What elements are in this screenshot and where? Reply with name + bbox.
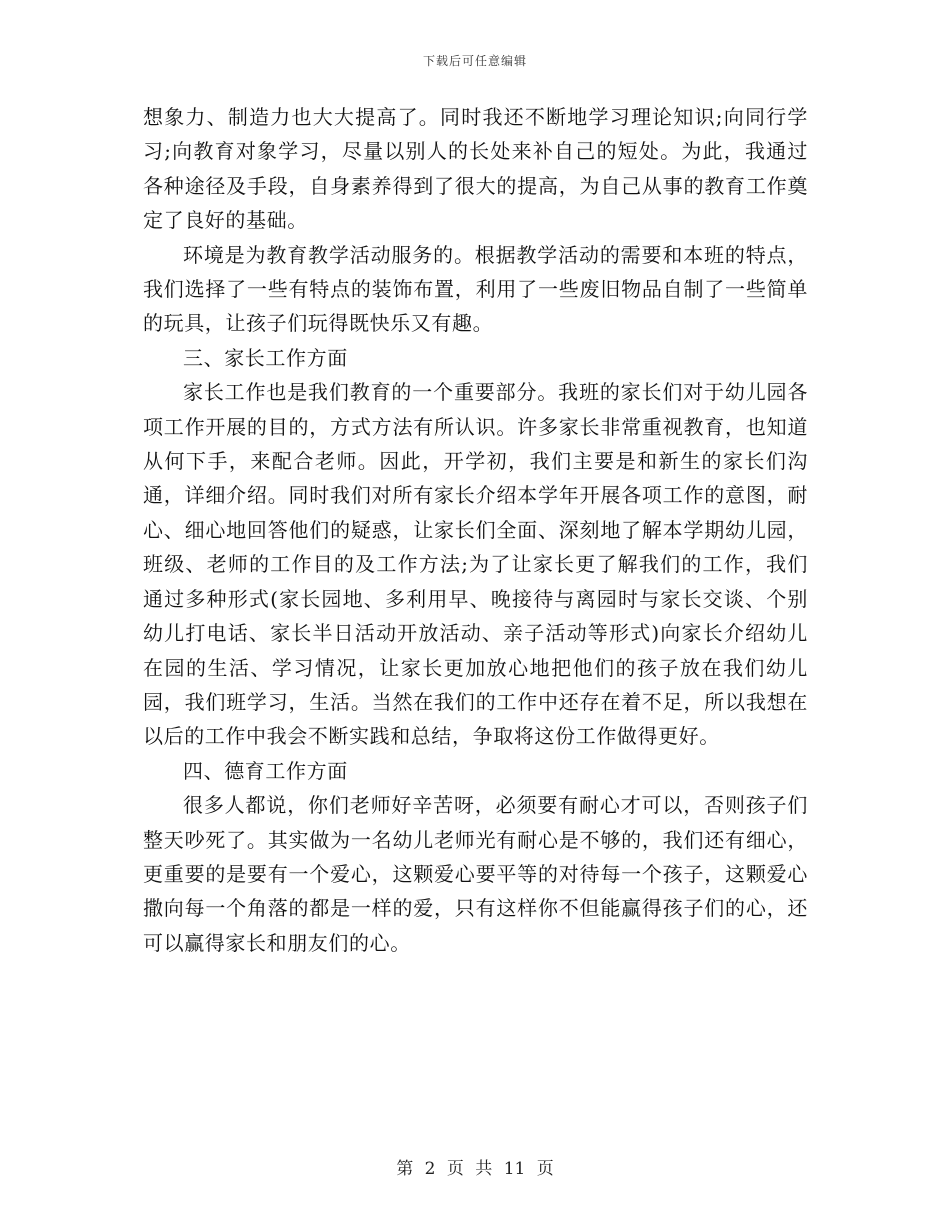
- paragraph-environment: 环境是为教育教学活动服务的。根据教学活动的需要和本班的特点，我们选择了一些有特点的装饰布置，利用了一些废旧物品自制了一些简单的玩具，让孩子们玩得既快乐又有趣。: [143, 242, 808, 336]
- paragraph-parent-work: 家长工作也是我们教育的一个重要部分。我班的家长们对于幼儿园各项工作开展的目的，方式方法有所认识。许多家长非常重视教育，也知道从何下手，来配合老师。因此，开学初，我们主要是和新生的家长们沟通，详细介绍。同时我们对所有家长介绍本学年开展各项工作的意图，耐心、细心地回答他们的疑惑，让家长们全面、深刻地了解本学期幼儿园，班级、老师的工作目的及工作方法;为了让家长更了解我们的工作，我们通过多种形式(家长园地、多利用早、晚接待与离园时与家长交谈、个别幼儿打电话、家长半日活动开放活动、亲子活动等形式)向家长介绍幼儿在园的生活、学习情况，让家长更加放心地把他们的孩子放在我们幼儿园，我们班学习，生活。当然在我们的工作中还存在着不足，所以我想在以后的工作中我会不断实践和总结，争取将这份工作做得更好。: [143, 380, 808, 749]
- document-body: [143, 100, 808, 960]
- paragraph-continuation: 想象力、制造力也大大提高了。同时我还不断地学习理论知识;向同行学习;向教育对象学习，尽量以别人的长处来补自己的短处。为此，我通过各种途径及手段，自身素养得到了很大的提高，为自己从事的教育工作奠定了良好的基础。: [143, 105, 808, 233]
- page-number-footer: 第 2 页 共 11 页: [396, 1159, 554, 1179]
- section-heading-moral-education: 四、德育工作方面: [183, 758, 348, 783]
- section-heading-parent-work: 三、家长工作方面: [183, 345, 348, 370]
- page-header: 下载后可任意编辑: [422, 54, 527, 68]
- paragraph-moral-education: 很多人都说，你们老师好辛苦呀，必须要有耐心才可以，否则孩子们整天吵死了。其实做为一名幼儿老师光有耐心是不够的，我们还有细心，更重要的是要有一个爱心，这颗爱心要平等的对待每一个孩子，这颗爱心撒向每一个角落的都是一样的爱，只有这样你不但能赢得孩子们的心，还可以赢得家长和朋友们的心。: [143, 793, 808, 955]
